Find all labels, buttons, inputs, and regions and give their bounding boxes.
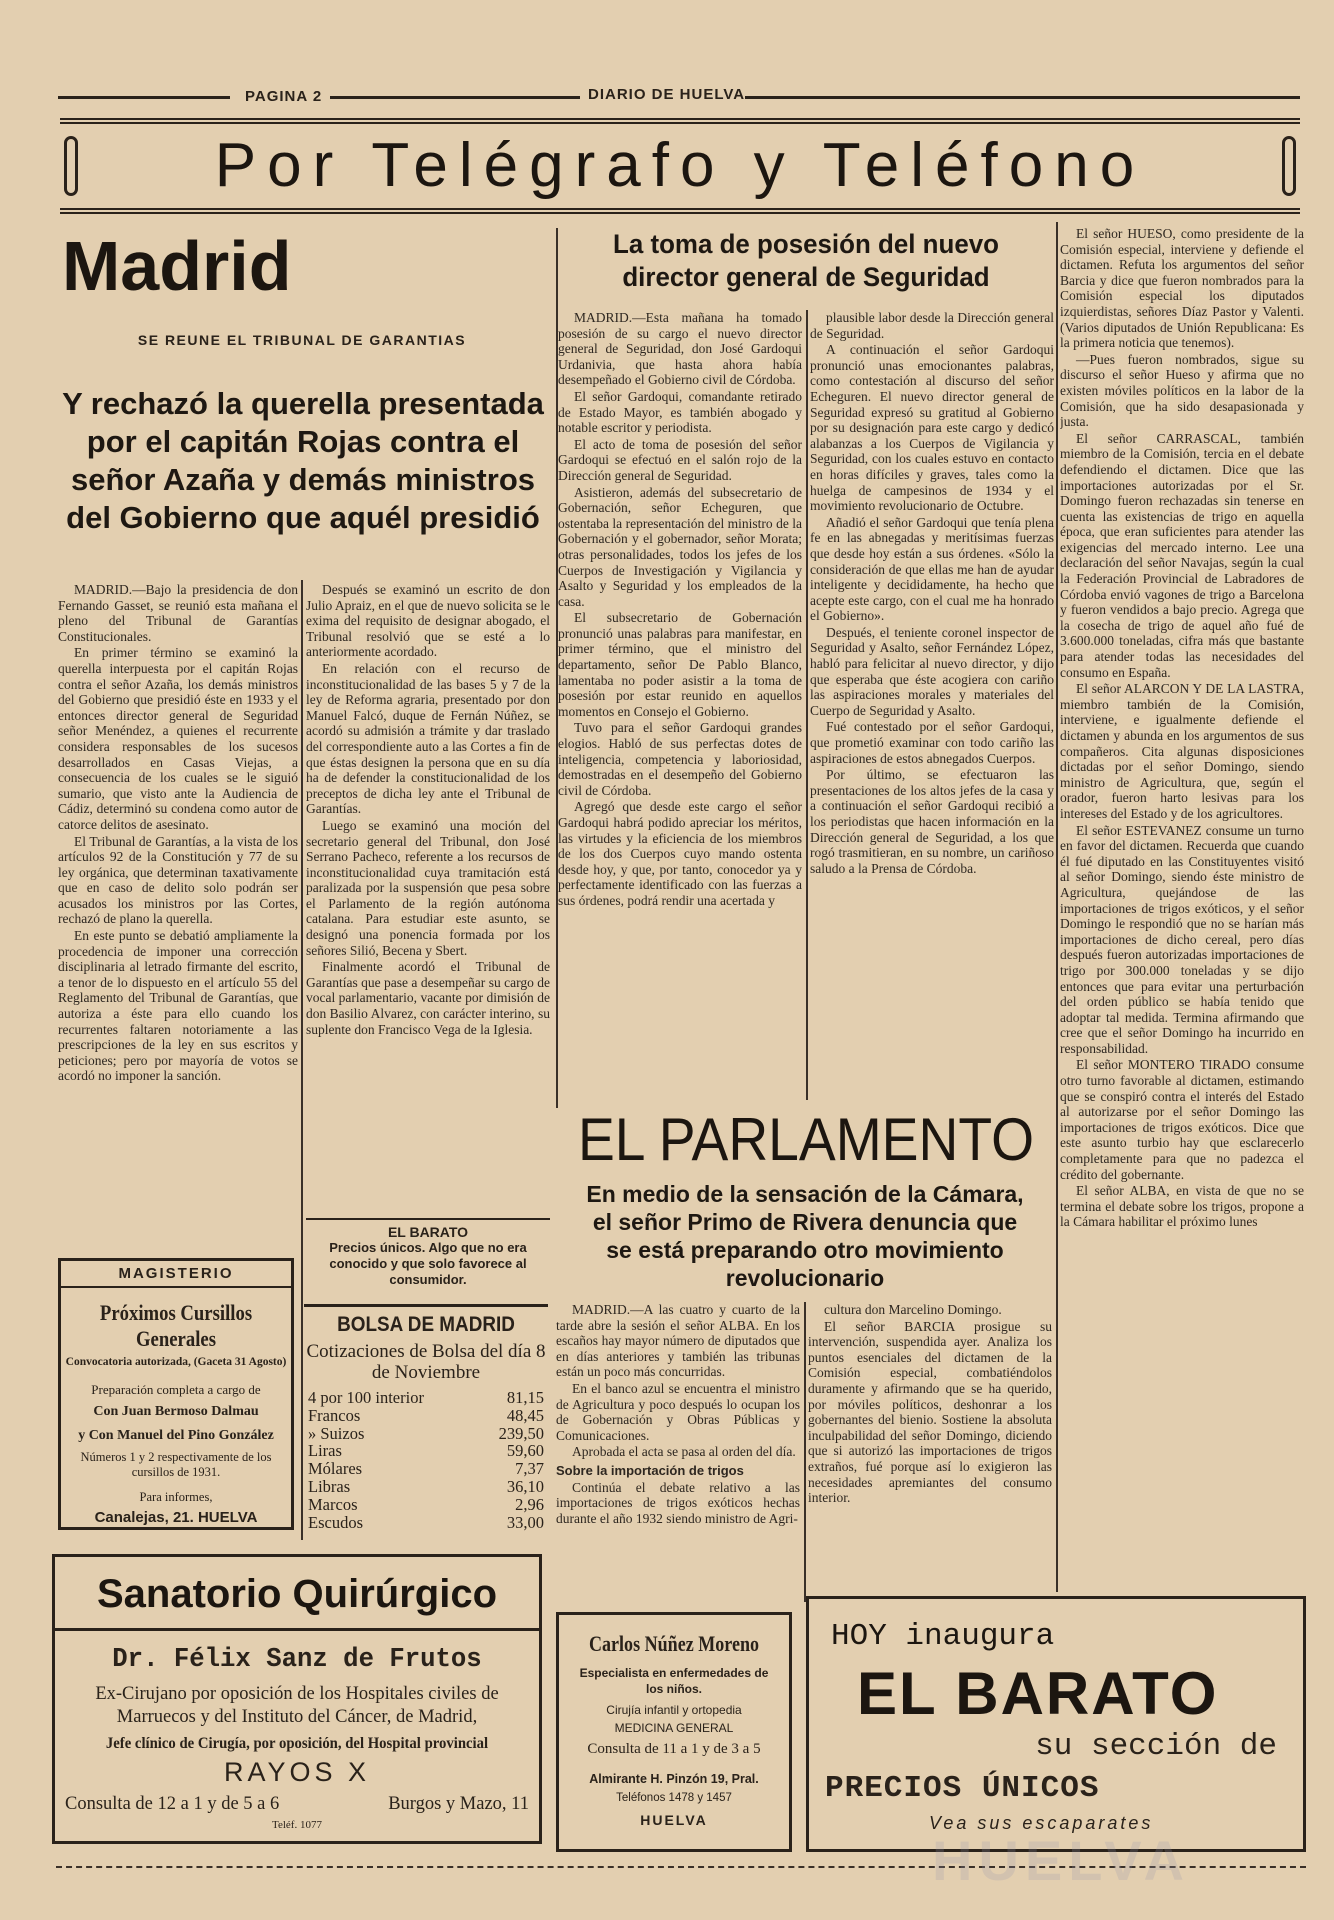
paragraph: Tuvo para el señor Gardoqui grandes elogios. Habló de sus perfectas dotes de inteligencia, competencia y laboriosidad, demostradas en el desempeño del Gobierno civil de Córdoba. [558,720,802,798]
carlos-ad [556,1612,792,1852]
elbarato-notice-title: EL BARATO [387,1224,469,1240]
banner-title: Por Telégrafo y Teléfono [214,131,1146,200]
magisterio-line6: Números 1 y 2 respectivamente de los cursillos de 1931. [80,1450,272,1479]
right-col [1060,226,1304,1596]
bolsa-subtitle: Cotizaciones de Bolsa del día 8 de Noviembre [306,1341,546,1383]
carlos-line5: Almirante H. Pinzón 19, Pral. [589,1772,759,1786]
bolsa-label: Francos [308,1405,361,1425]
paragraph: El señor ALARCON Y DE LA LASTRA, miembro también de la Comisión, interviene, e igualmente defiende el dictamen y abunda en los argumentos de sus compañeros. Cita algunas disposiciones dictadas por el señor Domingo, siendo ministro de Agricultura, que, según el orador, fueron harto lesivas para los intereses del Estado y de los agricultores. [1060,681,1304,821]
paragraph: El señor ALBA, en vista de que no se termina el debate sobre los trigos, propone a la Cámara habilitar el próximo lunes [1060,1183,1304,1230]
header-rule-mid [330,96,580,99]
carlos-line4: Consulta de 11 a 1 y de 3 a 5 [587,1741,761,1757]
hoy-line5: Vea sus escaparates [929,1813,1154,1833]
toma-col2 [810,310,1054,1096]
magisterio-line1: Próximos Cursillos Generales [99,1300,253,1351]
banner-ornament-left [64,136,78,196]
paragraph: Finalmente acordó el Tribunal de Garantías que pase a desempeñar su cargo de vocal parlamentario, vacante por dimisión de don Basilio Alvarez, con carácter interino, su suplente don Francisco Vega de la Iglesia. [306,959,550,1037]
bolsa-row [308,1496,544,1514]
bolsa-label: Mólares [308,1459,363,1479]
bolsa-value: 33,00 [506,1512,544,1532]
paragraph: MADRID.—Esta mañana ha tomado posesión de su cargo el nuevo director general de Seguridad, don José Gardoqui Urdanivia, que hasta ahora había desempeñado el Gobierno civil de Córdoba. [558,310,802,388]
madrid-title: Madrid [62,227,292,305]
sanatorio-title: Sanatorio Quirúrgico [55,1557,539,1631]
column-rule [806,310,808,1100]
bolsa-label: Liras [308,1441,342,1461]
paragraph: Asistieron, además del subsecretario de Gobernación, señor Echeguren, que ostentaba la representación del ministro de la Gobernación y el gobernador, señor Morata; otras personalidades, todos los jefes de los Cuerpos de Investigación y Vigilancia y Asalto y Seguridad y los empleados de la casa. [558,484,802,609]
bolsa-value: 239,50 [498,1423,544,1443]
paragraph: El señor Gardoqui, comandante retirado de Estado Mayor, es también abogado y notable escritor y periodista. [558,388,802,436]
paragraph: plausible labor desde la Dirección general de Seguridad. [810,310,1054,341]
paragraph: El señor HUESO, como presidente de la Comisión especial, interviene y defiende el dictamen. Refuta los argumentos del señor Barcia y dice que fueron nombrados para la Comisión especial los diputados izquierdistas, señores Díaz Pastor y Valenti. (Varios diputados de Unión Republicana: Es la primera noticia que tenemos). [1060,226,1304,351]
bolsa-row [308,1442,544,1460]
bolsa-value: 81,15 [506,1388,544,1407]
bolsa-label: Marcos [308,1494,358,1514]
toma-col1 [558,310,802,1096]
section-banner [60,118,1300,214]
paragraph: En el banco azul se encuentra el ministro de Agricultura y poco después lo ocupan los de Gobernación y Obras Públicas y Comunicaciones. [556,1380,800,1443]
magisterio-line3: Preparación completa a cargo de [91,1382,261,1397]
page-number: PAGINA 2 [245,88,323,105]
magisterio-line2: Convocatoria autorizada, (Gaceta 31 Agosto) [65,1356,287,1368]
hoy-line1: HOY inaugura [831,1619,1055,1654]
sanatorio-address: Burgos y Mazo, 11 [388,1794,529,1814]
carlos-line7: HUELVA [640,1812,708,1828]
bolsa-row [308,1478,544,1496]
bolsa-label: » Suizos [308,1423,365,1443]
hoy-line3: su sección de [1035,1729,1277,1764]
bolsa-title: BOLSA DE MADRID [337,1313,515,1336]
parlamento-col2 [808,1302,1052,1602]
paragraph: Aprobada el acta se pasa al orden del día. [572,1444,796,1460]
paragraph: Fué contestado por el señor Gardoqui, que prometió examinar con todo cariño las aspiraciones de estos abnegados Cuerpos. [810,719,1054,766]
paragraph: MADRID.—Bajo la presidencia de don Fernando Gasset, se reunió esta mañana el pleno del Tribunal de Garantías Constitucionales. [58,582,298,644]
paragraph: El señor BARCIA prosigue su intervención, suspendida ayer. Analiza los puntos esenciales del dictamen de la Comisión especial, combatiéndolos duramente y afirmando que se ha querido, por móviles políticos, deshonrar a los gobernantes del bienio. Sostiene la absoluta inculpabilidad del señor Domingo, diciendo que si autorizó las importaciones de trigos extraños, fué porque así lo exigieron las necesidades apremiantes del consumo interior. [808,1318,1052,1506]
bolsa-value: 48,45 [506,1405,544,1425]
parlamento-title: EL PARLAMENTO [577,1106,1035,1173]
bolsa-row [308,1514,544,1532]
sanatorio-consulta: Consulta de 12 a 1 y de 5 a 6 [65,1794,280,1814]
header-rule-right [745,96,1300,99]
paragraph: En este punto se debatió ampliamente la procedencia de imponer una corrección disciplinaria al letrado firmante del escrito, a tenor de lo dispuesto en el artículo 55 del Reglamento del Tribunal de Garantías, que autoriza a éste para ello cuando los recurrentes faltaren notoriamente a las prescripciones de la ley en sus escritos y peticiones; pero por mayoría de votos se acordó no imponer la sanción. [58,928,298,1084]
sanatorio-rayos: RAYOS X [223,1757,371,1787]
paper-name: DIARIO DE HUELVA [588,86,746,103]
paragraph: cultura don Marcelino Domingo. [824,1302,1002,1317]
bolsa-value: 2,96 [515,1494,544,1514]
paragraph: Agregó que desde este cargo el señor Gardoqui habrá podido apreciar los méritos, las virtudes y la eficiencia de los miembros de los dos Cuerpos cuyo mando ostenta desde hoy, y que, por tanto, conocedor ya y perfectamente identificado con las fuerzas a sus órdenes, podrá rendir una acertada y [558,799,802,908]
magisterio-line7: Para informes, [139,1490,213,1504]
paragraph: En relación con el recurso de inconstitucionalidad de las bases 5 y 7 de la ley de Reforma agraria, presentado por don Manuel Falcó, duque de Fernán Núñez, se acordó su admisión a trámite y dar traslado del correspondiente auto a las Cortes a fin de que éstas designen la persona que en su día ha de defender la constitucionalidad de los preceptos de dicha ley ante el Tribunal de Garantías. [306,660,550,817]
carlos-line6: Teléfonos 1478 y 1457 [616,1792,732,1804]
magisterio-title: MAGISTERIO [61,1261,291,1288]
paragraph: El señor MONTERO TIRADO consume otro turno favorable al dictamen, estimando que se conspiró contra el interés del Estado al autorizarse por el señor Domingo las importaciones de trigos exóticos. Dice que este asunto turbio hay que esclarecerlo completamente para que no padezca el crédito del gobernante. [1060,1057,1304,1182]
bolsa-label: Libras [308,1476,351,1496]
elbarato-notice [306,1218,550,1294]
bolsa-value: 7,37 [515,1459,544,1479]
paragraph: El señor CARRASCAL, también miembro de la Comisión, tercia en el debate defendiendo el dictamen. Dice que las importaciones autorizadas por el Sr. Domingo fueron rechazadas sin tenerse en cuenta las existencias de trigo en aquella época, que eran suficientes para atender las exigencias del mercado interno. Lee una declaración del señor Navajas, según la cual la Federación Provincial de Labradores de Córdoba envió vagones de trigo a Barcelona y fueron vendidos a bajo precio. Agrega que la cosecha de trigo de aquel año fué de 3.600.000 toneladas, cifra más que bastante para atender todas las necesidades del consumo en España. [1060,430,1304,680]
magisterio-ad [58,1258,294,1530]
column-rule [1056,222,1058,1592]
sanatorio-doctor: Dr. Félix Sanz de Frutos [112,1645,482,1675]
carlos-line2: Cirujía infantil y ortopedia [606,1703,742,1717]
banner-ornament-right [1282,136,1296,196]
paragraph: El Tribunal de Garantías, a la vista de los artículos 92 de la Constitución y 77 de su ley orgánica, que determinan taxativamente que en caso de delito solo podrán ser acusados los ministros por las Cortes, rechazó de plano la querella. [58,833,298,927]
hoy-line4: PRECIOS ÚNICOS [825,1771,1100,1806]
magisterio-line8: Canalejas, 21. HUELVA [94,1509,258,1526]
paragraph: El acto de toma de posesión del señor Gardoqui se efectuó en el salón rojo de la Dirección general de Seguridad. [558,436,802,483]
bolsa-table [304,1389,548,1531]
sanatorio-ad [52,1554,542,1844]
carlos-name: Carlos Núñez Moreno [588,1631,760,1656]
paragraph: MADRID.—A las cuatro y cuarto de la tarde abre la sesión el señor ALBA. En los escaños hay mayor número de diputados que en días anteriores y también las tribunas están un poco más concurridas. [556,1302,800,1380]
sanatorio-phone: Teléf. 1077 [272,1819,322,1831]
paragraph: Por último, se efectuaron las presentaciones de los altos jefes de la casa y a continuación el señor Gardoqui recibió a los periodistas que hacen información en la Dirección general de Seguridad, a los que rogó trasmitieran, en su nombre, un cariñoso saludo a la Prensa de Córdoba. [810,767,1054,876]
madrid-col2 [306,582,550,1210]
bolsa-row [308,1425,544,1443]
bolsa-value: 59,60 [506,1441,544,1461]
paragraph: El subsecretario de Gobernación pronunció unas palabras para manifestar, en primer término, que el ministro del departamento, señor De Pablo Blanco, lamentaba no poder asistir a la toma de posesión por estar reunido en aquellos momentos en Consejo el Gobierno. [558,610,802,719]
hoy-line2: EL BARATO [857,1660,1219,1727]
sanatorio-line2: Jefe clínico de Cirugía, por oposición, del Hospital provincial [105,1735,489,1752]
madrid-col1 [58,582,298,1244]
magisterio-line5: y Con Manuel del Pino González [78,1428,274,1443]
elbarato-notice-text: Precios únicos. Algo que no era conocido y que solo favorece al consumidor. [329,1240,527,1287]
madrid-kicker: SE REUNE EL TRIBUNAL DE GARANTIAS [137,332,467,348]
bolsa-value: 36,10 [506,1476,544,1496]
paragraph: Luego se examinó una moción del secretario general del Tribunal, don José Serrano Pacheco, referente a los recursos de inconstitucionalidad cuya tramitación está paralizada por la suspensión que pesa sobre el Parlamento de la región autónoma catalana. Para estudiar este asunto, se designó una ponencia formada por los señores Silió, Becena y Sbert. [306,817,550,958]
paragraph: A continuación el señor Gardoqui pronunció unas emocionantes palabras, como contestación al discurso del señor Echeguren. El nuevo director general de Seguridad expresó su gratitud al Gobierno por su designación para este cargo y dedicó alabanzas a los Cuerpos de Vigilancia y Seguridad, con los cuales estuvo en contacto en horas difíciles y graves, tales como la huelga de campesinos de 1934 y el movimiento revolucionario de Octubre. [810,342,1054,514]
paragraph: —Pues fueron nombrados, sigue su discurso el señor Hueso y afirma que no existen móviles políticos en la labor de la Comisión, que ha sido desapasionada y justa. [1060,351,1304,430]
parlamento-subhead: Sobre la importación de trigos [556,1462,744,1478]
paragraph: El señor ESTEVANEZ consume un turno en favor del dictamen. Recuerda que cuando él fué diputado en las Constituyentes visitó al señor Domingo, siendo éste ministro de Agricultura, quejándose de las importaciones de trigos exóticos, y el señor Domingo le respondió que no se harían más importaciones de dicho cereal, pero días después fueron autorizadas importaciones de trigo por 300.000 toneladas y se dijo entonces que para evitar una perturbación del orden público se había tenido que adoptar tal medida. Termina afirmando que cree que el señor Domingo ha incurrido en responsabilidad. [1060,822,1304,1056]
sanatorio-line1: Ex-Cirujano por oposición de los Hospitales civiles de Marruecos y del Instituto del Cáncer, de Madrid, [95,1684,499,1727]
watermark: HUELVA [932,1829,1190,1892]
bolsa-row [308,1389,544,1407]
paragraph: En primer término se examinó la querella interpuesta por el capitán Rojas contra el señor Azaña, los demás ministros del Gobierno que presidió éste en 1933 y el entonces director general de Seguridad señor Menéndez, a quienes el recurrente considera responsables de los sucesos desarrollados en Casas Viejas, a consecuencia de los cuales se le siguió sumario, que visto ante la Audiencia de Cádiz, determinó su condena como autor de catorce delitos de asesinato. [58,645,298,832]
magisterio-line4: Con Juan Bermoso Dalmau [93,1404,259,1419]
hoy-elbarato-ad [806,1596,1306,1852]
paragraph: Añadió el señor Gardoqui que tenía plena fe en las abnegadas y meritísimas fuerzas que desde hoy están a sus órdenes. «Sólo la consideración de que ellas me han de ayudar inteligente y decididamente, ha hecho que acepte este cargo, con el cual me ha honrado el Gobierno». [810,514,1054,624]
sanatorio-consulta-row [55,1794,539,1815]
madrid-headline: Y rechazó la querella presentada por el capitán Rojas contra el señor Azaña y demás ministros del Gobierno que aquél presidió [62,386,544,535]
column-rule [301,580,303,1540]
parlamento-headline: En medio de la sensación de la Cámara, el señor Primo de Rivera denuncia que se está preparando otro movimiento revolucionario [586,1181,1024,1291]
bolsa-row [308,1460,544,1478]
column-rule [804,1302,806,1602]
paragraph: Continúa el debate relativo a las importaciones de trigos exóticos hechas durante el año 1932 siendo ministro de Agri- [556,1479,800,1526]
toma-headline: La toma de posesión del nuevo director general de Seguridad [612,229,999,292]
carlos-line1: Especialista en enfermedades de los niños. [579,1666,769,1696]
bolsa-label: 4 por 100 interior [308,1388,424,1407]
paragraph: Después, el teniente coronel inspector de Seguridad y Asalto, señor Fernández López, habló para felicitar al nuevo director, y dijo que esperaba que éste acogiera con cariño las aspiraciones morales y materiales del Cuerpo de Seguridad y Asalto. [810,624,1054,718]
carlos-line3: MEDICINA GENERAL [614,1721,734,1735]
bolsa-row [308,1407,544,1425]
paragraph: Después se examinó un escrito de don Julio Apraiz, en el que de nuevo solicita se le exima del requisito de designar abogado, el Tribunal resolvió que se esté a lo anteriormente acordado. [306,582,550,660]
header-rule-left [58,96,230,99]
bolsa-box [304,1304,548,1540]
parlamento-col1 [556,1302,800,1602]
bolsa-label: Escudos [308,1512,363,1532]
